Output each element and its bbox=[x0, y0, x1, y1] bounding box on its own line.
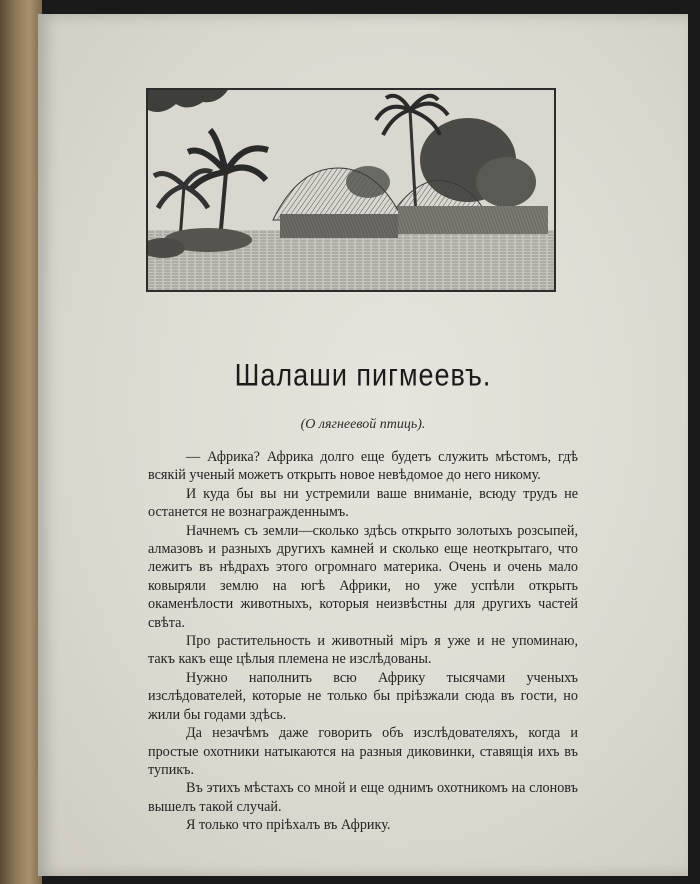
book-page bbox=[38, 14, 688, 876]
story-title: Шалаши пигмеевъ. bbox=[234, 357, 492, 393]
story-subtitle: (О лягнеевой птиць). bbox=[300, 417, 426, 432]
illustration-huts-engraving bbox=[146, 88, 556, 292]
paragraph: И куда бы вы ни устремили ваше вниманіе, всюду трудъ не останется не вознагражденнымъ. bbox=[148, 485, 578, 521]
paragraph: Нужно наполнить всю Африку тысячами ученыхъ изслѣдователей, которые не только бы пріѣзжали сюда въ гости, но жили бы годами здѣсь. bbox=[148, 669, 578, 723]
paragraph: Да незачѣмъ даже говорить объ изслѣдователяхъ, когда и простые охотники натыкаются на разныя диковинки, ставящія ихъ въ тупикъ. bbox=[148, 725, 578, 778]
story-body bbox=[148, 448, 578, 835]
paragraph: Я только что пріѣхалъ въ Африку. bbox=[186, 817, 391, 834]
book-spine bbox=[0, 0, 42, 884]
paragraph: — Африка? Африка долго еще будетъ служить мѣстомъ, гдѣ всякій ученый можетъ открыть новое невѣдомое до него никому. bbox=[148, 449, 578, 484]
paragraph: Начнемъ съ земли—сколько здѣсь открыто золотыхъ розсыпей, алмазовъ и разныхъ другихъ камней и сколько еще неоткрытаго, что лежитъ въ нѣдрахъ этого огромнаго материка. Очень и очень мало ковыряли землю на югѣ Африки, но уже успѣли открыть окаменѣлости животныхъ, которыя неизвѣстны для другихъ частей свѣта. bbox=[148, 522, 578, 631]
paragraph: Въ этихъ мѣстахъ со мной и еще однимъ охотникомъ на слоновъ вышелъ такой случай. bbox=[148, 780, 578, 815]
paragraph: Про растительность и животный міръ я уже и не упоминаю, такъ какъ еще цѣлыя племена не изслѣдованы. bbox=[148, 633, 578, 668]
